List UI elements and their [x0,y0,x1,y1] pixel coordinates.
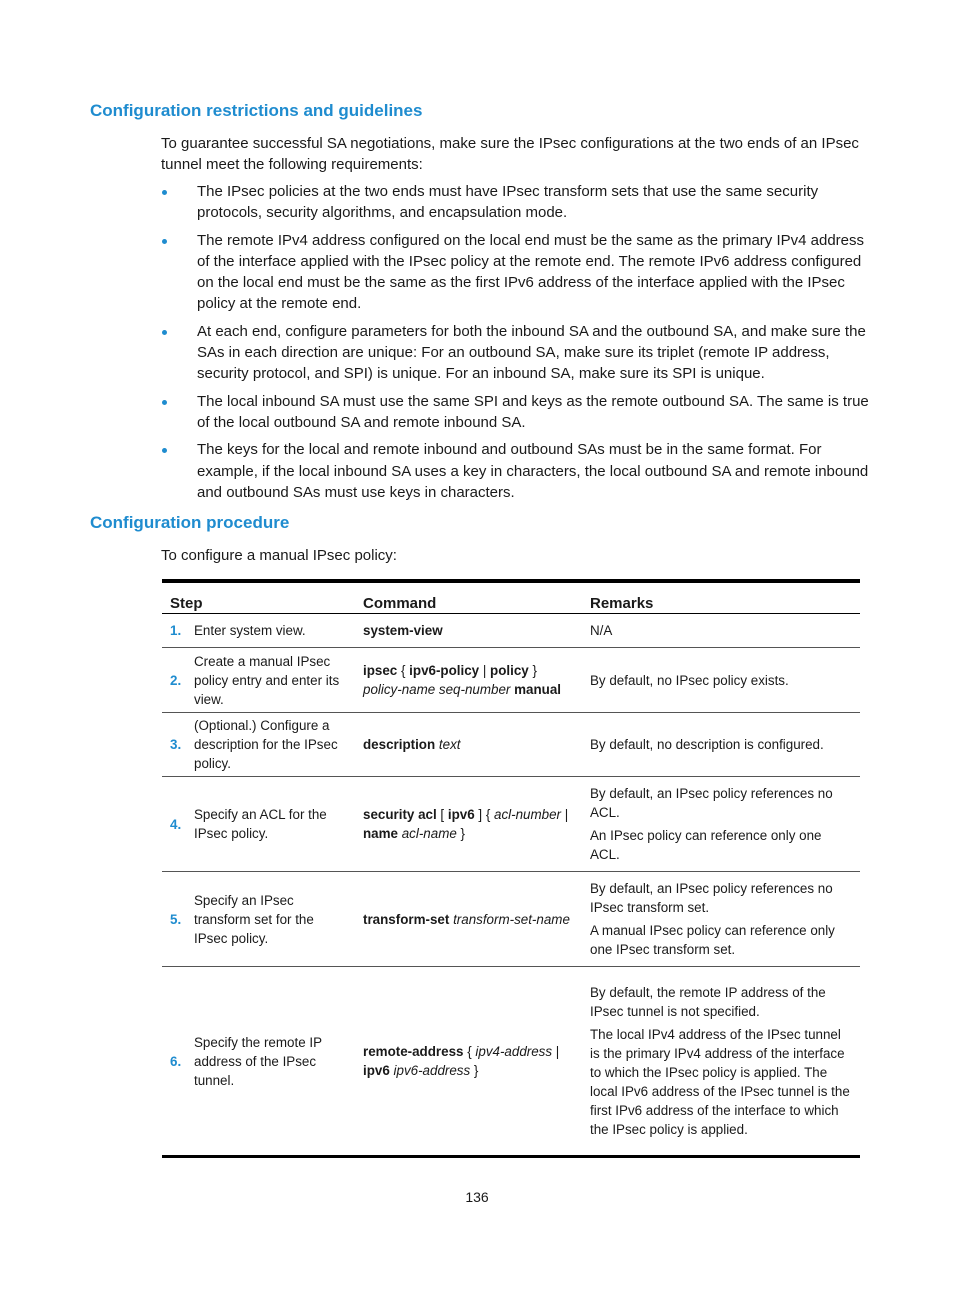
step-command: ipsec { ipv6-policy | policy } policy-name seq-number manual [355,648,582,713]
table-row [162,713,860,777]
step-number: 1. [162,614,186,648]
step-number: 5. [162,872,186,967]
table-row [162,967,860,1157]
list-item: The remote IPv4 address configured on the local end must be the same as the primary IPv4 address of the interface applied with the IPsec policy at the remote end. The remote IPv6 address configured on the local end must be the same as the first IPv6 address of the interface applied with the IPsec policy at the remote end. [161,230,871,315]
step-description: (Optional.) Configure a description for the IPsec policy. [186,713,355,777]
step-remarks: By default, an IPsec policy references no IPsec transform set. A manual IPsec policy can reference only one IPsec transform set. [582,872,860,967]
section-heading-procedure: Configuration procedure [90,513,290,532]
list-item: The local inbound SA must use the same SPI and keys as the remote outbound SA. The same is true of the local outbound SA and remote inbound SA. [161,391,871,434]
bullet-icon [162,448,167,453]
step-command: security acl [ ipv6 ] { acl-number | name acl-name } [355,777,582,872]
table-header-row [162,581,860,614]
bullet-icon [162,400,167,405]
header-remarks: Remarks [582,581,860,614]
step-remarks: By default, an IPsec policy references no ACL. An IPsec policy can reference only one ACL. [582,777,860,872]
restrictions-intro: To guarantee successful SA negotiations, make sure the IPsec configurations at the two ends of an IPsec tunnel meet the following requirements: [161,135,859,173]
step-description: Specify the remote IP address of the IPsec tunnel. [186,967,355,1157]
step-remarks: By default, the remote IP address of the IPsec tunnel is not specified. The local IPv4 address of the IPsec tunnel is the primary IPv4 address of the interface to which the IPsec policy is applied. The local IPv6 address of the IPsec tunnel is the first IPv6 address of the interface to which the IPsec policy is applied. [582,967,860,1157]
step-command: transform-set transform-set-name [355,872,582,967]
step-number: 2. [162,648,186,713]
procedure-intro: To configure a manual IPsec policy: [161,547,397,564]
bullet-icon [162,190,167,195]
table-row [162,872,860,967]
header-command: Command [355,581,582,614]
step-remarks: N/A [582,614,860,648]
step-command: description text [355,713,582,777]
bullet-icon [162,330,167,335]
table-row [162,614,860,648]
step-description: Specify an IPsec transform set for the IPsec policy. [186,872,355,967]
step-description: Specify an ACL for the IPsec policy. [186,777,355,872]
step-remarks: By default, no description is configured. [582,713,860,777]
requirements-list [161,181,871,509]
table-row [162,777,860,872]
configuration-steps-table [162,579,860,1158]
list-item: At each end, configure parameters for both the inbound SA and the outbound SA, and make sure the SAs in each direction are unique: For an outbound SA, make sure its triplet (remote IP address, security protocol, and SPI) is unique. For an inbound SA, make sure its SPI is unique. [161,321,871,385]
list-item: The keys for the local and remote inbound and outbound SAs must be in the same format. For example, if the local inbound SA uses a key in characters, the local outbound SA and remote inbound and outbound SAs must use keys in characters. [161,439,871,503]
step-number: 3. [162,713,186,777]
step-command: remote-address { ipv4-address | ipv6 ipv6-address } [355,967,582,1157]
step-number: 4. [162,777,186,872]
step-command: system-view [355,614,582,648]
page-number: 136 [465,1189,489,1205]
header-step: Step [162,581,355,614]
table-row [162,648,860,713]
list-item: The IPsec policies at the two ends must have IPsec transform sets that use the same security protocols, security algorithms, and encapsulation mode. [161,181,871,224]
bullet-icon [162,239,167,244]
step-number: 6. [162,967,186,1157]
step-description: Create a manual IPsec policy entry and enter its view. [186,648,355,713]
step-remarks: By default, no IPsec policy exists. [582,648,860,713]
section-heading-restrictions: Configuration restrictions and guidelines [90,101,423,120]
step-description: Enter system view. [186,614,355,648]
